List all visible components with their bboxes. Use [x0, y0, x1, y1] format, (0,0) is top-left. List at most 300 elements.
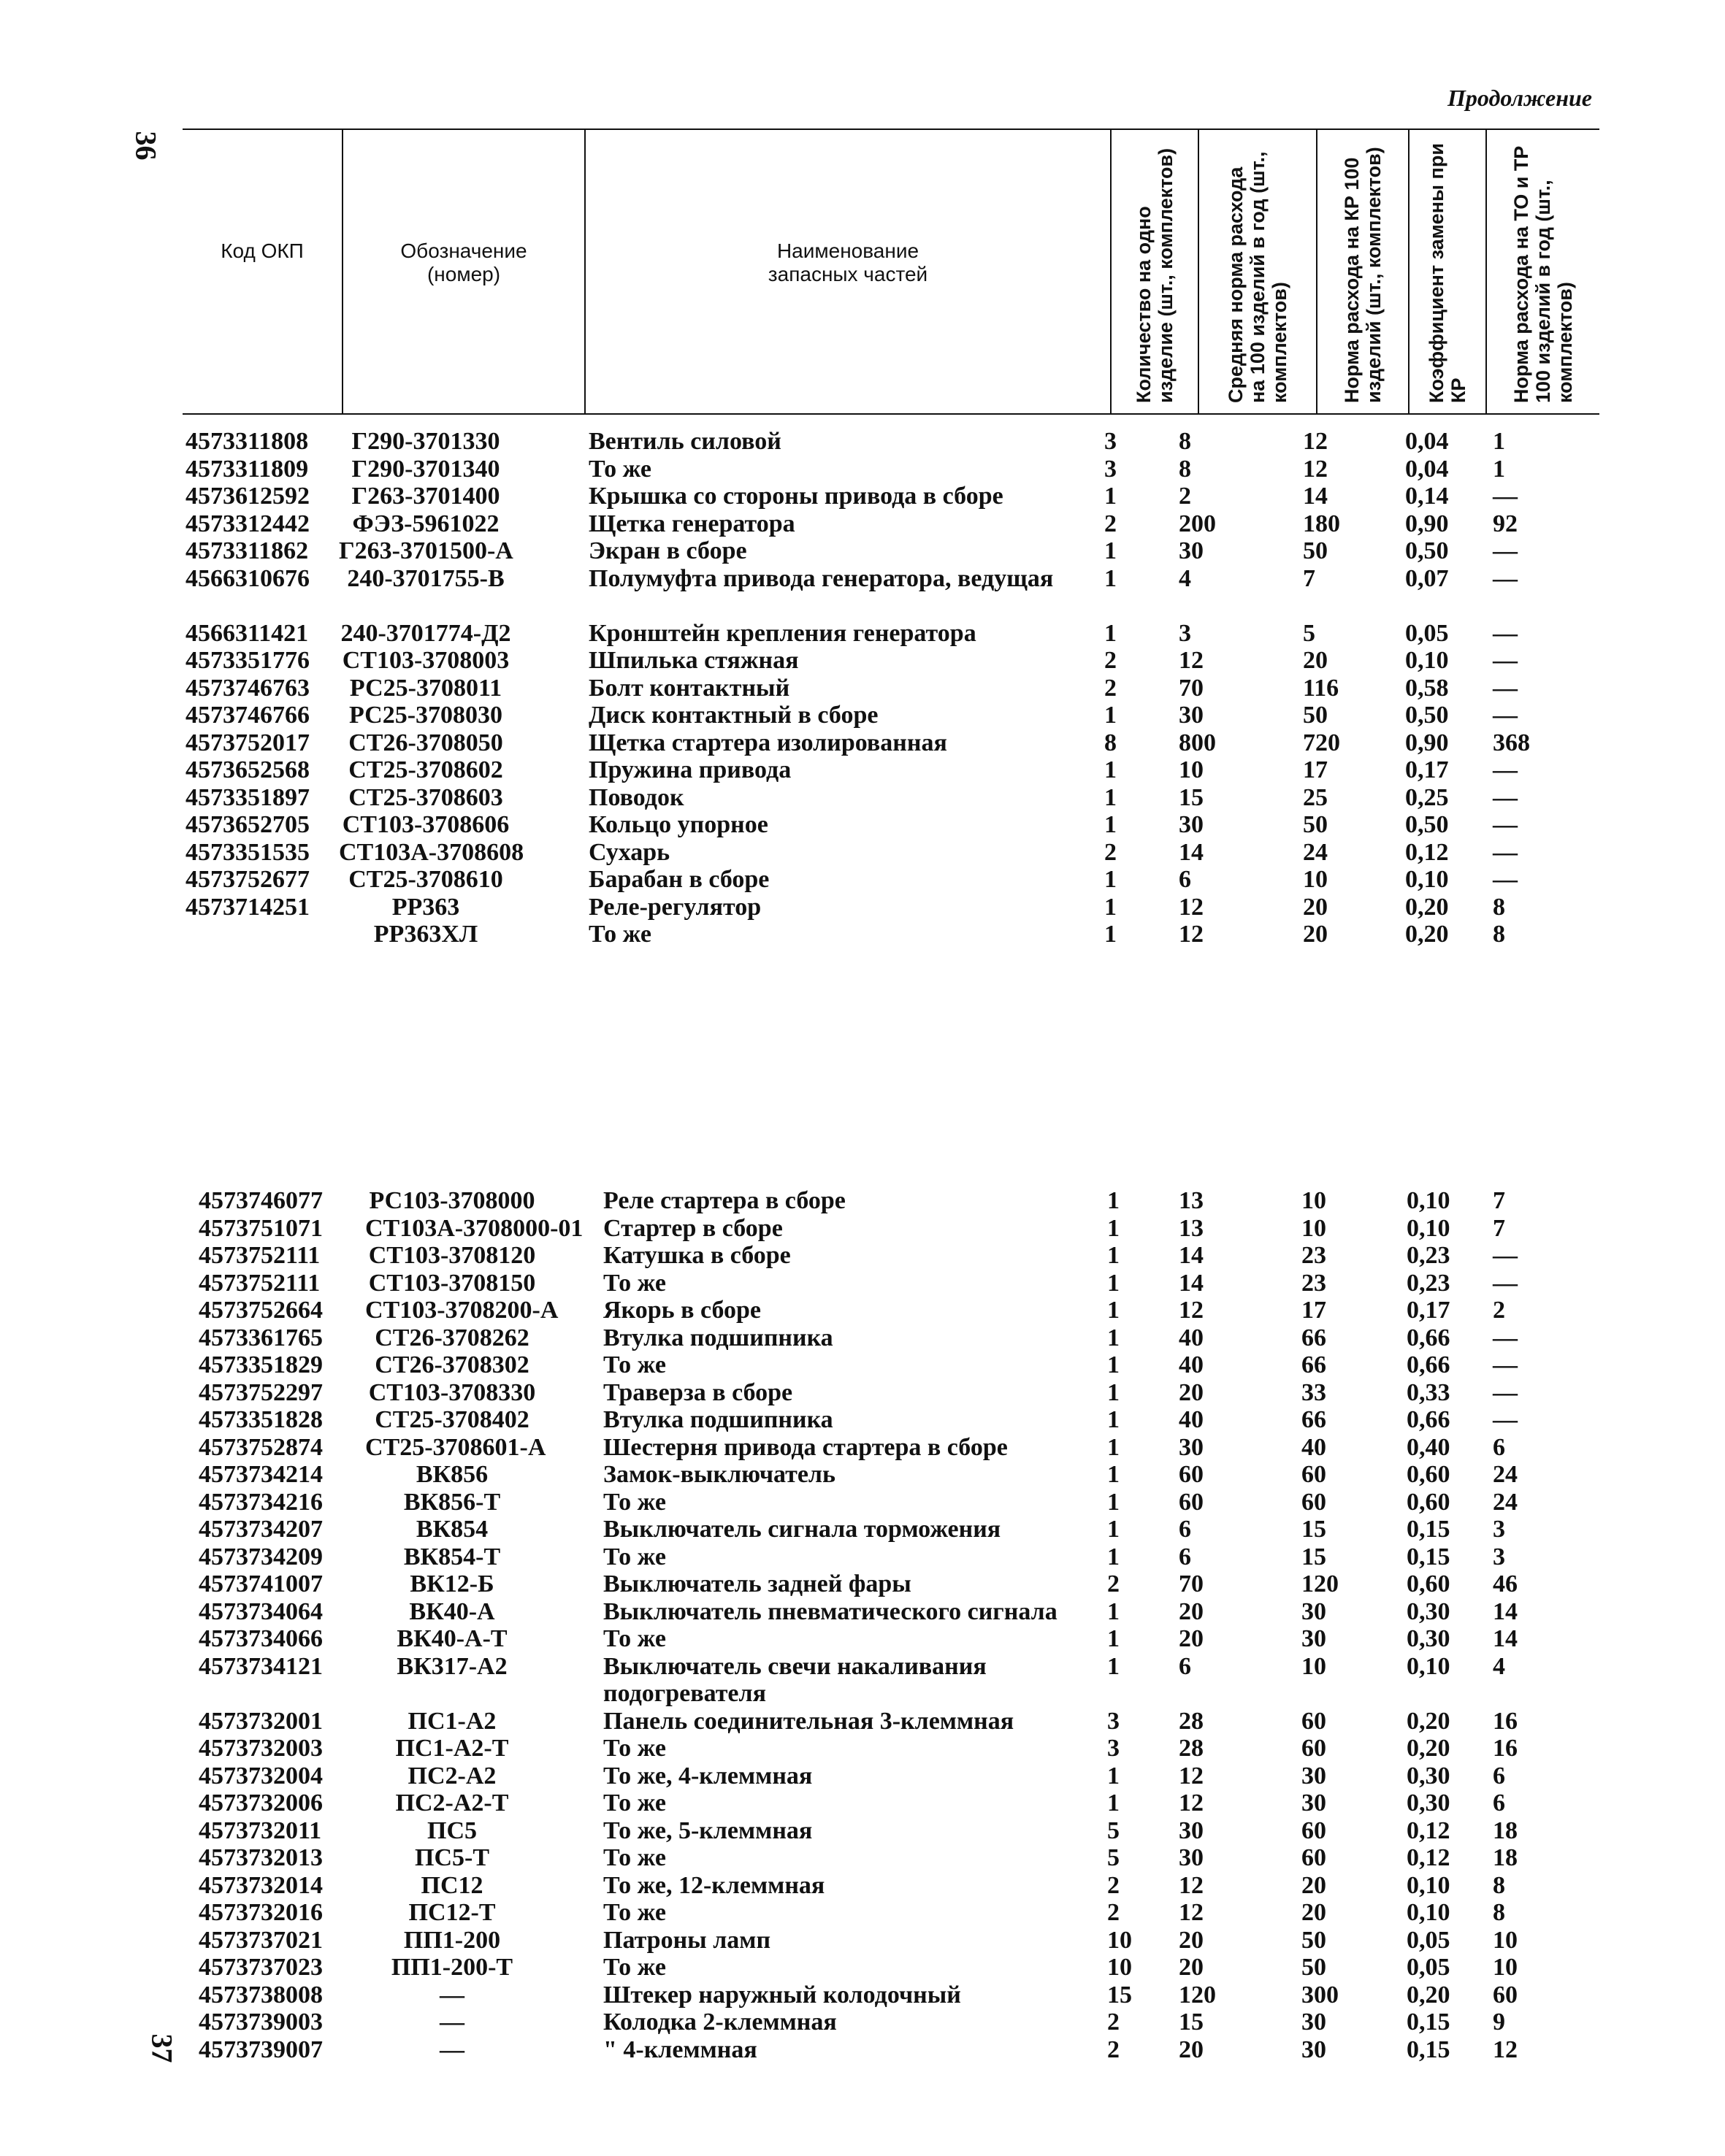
cell-kr: 7 — [1303, 564, 1315, 592]
cell-avg: 14 — [1179, 838, 1204, 866]
cell-name: То же, 4-клеммная — [603, 1762, 813, 1789]
cell-qty: 1 — [1107, 1516, 1120, 1543]
cell-des: СТ103А-3708000-01 — [365, 1214, 584, 1242]
cell-code: 4573732016 — [199, 1899, 323, 1926]
cell-coef: 0,07 — [1405, 564, 1449, 592]
cell-name: Траверза в сборе — [603, 1378, 793, 1406]
cell-des: СТ103-3708200-А — [365, 1297, 559, 1324]
cell-name: То же — [603, 1954, 666, 1981]
cell-des: ВК317-А2 — [397, 1652, 508, 1680]
cell-code: 4573732001 — [199, 1707, 323, 1735]
cell-des: Г290-3701340 — [351, 455, 500, 483]
cell-code: 4566310676 — [185, 564, 310, 592]
cell-qty: 5 — [1107, 1844, 1120, 1871]
cell-name: Щетка генератора — [589, 510, 795, 537]
cell-kr: 20 — [1303, 921, 1328, 948]
cell-des: Г263-3701500-А — [339, 537, 513, 564]
cell-avg: 12 — [1179, 1297, 1204, 1324]
cell-kr: 10 — [1303, 866, 1328, 893]
cell-kr: 60 — [1301, 1735, 1326, 1762]
cell-qty: 1 — [1107, 1351, 1120, 1378]
cell-des: ПС12 — [421, 1871, 483, 1899]
cell-code: 4573311808 — [185, 428, 309, 455]
table-header — [183, 128, 1599, 415]
cell-coef: 0,10 — [1407, 1899, 1450, 1926]
cell-code: 4573732004 — [199, 1762, 323, 1789]
cell-qty: 1 — [1107, 1297, 1120, 1324]
cell-qty: 8 — [1104, 729, 1117, 756]
cell-to: 3 — [1493, 1516, 1505, 1543]
cell-des: ВК854 — [416, 1516, 489, 1543]
cell-des: СТ25-3708610 — [348, 866, 503, 893]
cell-kr: 30 — [1301, 2036, 1326, 2063]
cell-avg: 60 — [1179, 1488, 1204, 1516]
cell-qty: 2 — [1104, 510, 1117, 537]
cell-kr: 30 — [1301, 1789, 1326, 1817]
cell-qty: 2 — [1107, 2036, 1120, 2063]
cell-code: 4573739007 — [199, 2036, 323, 2063]
cell-avg: 30 — [1179, 537, 1204, 564]
cell-qty: 3 — [1104, 428, 1117, 455]
cell-kr: 24 — [1303, 838, 1328, 866]
cell-code: 4573312442 — [185, 510, 310, 537]
cell-kr: 50 — [1301, 1954, 1326, 1981]
cell-coef: 0,10 — [1407, 1187, 1450, 1214]
cell-code: 4573732003 — [199, 1735, 323, 1762]
cell-avg: 40 — [1179, 1324, 1204, 1351]
cell-qty: 1 — [1104, 866, 1117, 893]
cell-qty: 1 — [1107, 1461, 1120, 1488]
cell-qty: 1 — [1107, 1242, 1120, 1269]
cell-name: То же — [603, 1488, 666, 1516]
cell-name: Втулка подшипника — [603, 1406, 833, 1433]
cell-avg: 6 — [1179, 1652, 1191, 1680]
cell-name: Штекер наружный колодочный — [603, 1981, 961, 2009]
cell-avg: 120 — [1179, 1981, 1216, 2009]
cell-code: 4573741007 — [199, 1570, 323, 1597]
cell-name: Выключатель свечи накаливания подогревателя — [603, 1652, 987, 1707]
cell-to: 12 — [1493, 2036, 1518, 2063]
cell-name: Шестерня привода стартера в сборе — [603, 1433, 1008, 1461]
cell-avg: 70 — [1179, 674, 1204, 702]
cell-to: 7 — [1493, 1214, 1505, 1242]
cell-avg: 60 — [1179, 1461, 1204, 1488]
cell-qty: 1 — [1104, 564, 1117, 592]
cell-des: Г290-3701330 — [351, 428, 500, 455]
cell-avg: 20 — [1179, 1378, 1204, 1406]
cell-des: СТ103-3708120 — [368, 1242, 536, 1269]
cell-coef: 0,33 — [1407, 1378, 1450, 1406]
cell-to: 60 — [1493, 1981, 1518, 2009]
cell-avg: 14 — [1179, 1242, 1204, 1269]
cell-to: 1 — [1493, 428, 1505, 455]
cell-des: ПП1-200 — [403, 1926, 501, 1954]
cell-to: 7 — [1493, 1187, 1505, 1214]
cell-qty: 1 — [1107, 1406, 1120, 1433]
cell-kr: 30 — [1301, 1762, 1326, 1789]
cell-code: 4573752297 — [199, 1378, 323, 1406]
cell-coef: 0,66 — [1407, 1351, 1450, 1378]
cell-to: 1 — [1493, 455, 1505, 483]
cell-qty: 2 — [1104, 838, 1117, 866]
header-code — [183, 130, 342, 413]
cell-code: 4573734209 — [199, 1543, 323, 1570]
cell-des: СТ26-3708302 — [375, 1351, 529, 1378]
cell-qty: 1 — [1104, 619, 1117, 647]
cell-kr: 10 — [1301, 1187, 1326, 1214]
cell-name: Кольцо упорное — [589, 811, 768, 838]
cell-to: 92 — [1493, 510, 1518, 537]
cell-coef: 0,05 — [1405, 619, 1449, 647]
cell-coef: 0,50 — [1405, 537, 1449, 564]
cell-des: Г263-3701400 — [351, 483, 500, 510]
cell-to: 24 — [1493, 1461, 1518, 1488]
cell-des: СТ25-3708603 — [348, 783, 503, 811]
cell-coef: 0,40 — [1407, 1433, 1450, 1461]
cell-des: СТ26-3708262 — [375, 1324, 529, 1351]
cell-code: 4573734216 — [199, 1488, 323, 1516]
cell-code: 4573734214 — [199, 1461, 323, 1488]
cell-des: СТ103-3708003 — [342, 647, 510, 674]
cell-kr: 10 — [1301, 1214, 1326, 1242]
cell-qty: 2 — [1107, 2009, 1120, 2036]
cell-code: 4573751071 — [199, 1214, 323, 1242]
cell-code: 4573351776 — [185, 647, 310, 674]
header-kr-label: Норма расхода на КР 100 изделий (шт., комплектов) — [1341, 147, 1385, 403]
cell-qty: 1 — [1107, 1543, 1120, 1570]
cell-qty: 1 — [1107, 1324, 1120, 1351]
cell-des: 240-3701774-Д2 — [340, 619, 511, 647]
cell-code: 4573351535 — [185, 838, 310, 866]
cell-to: — — [1493, 1242, 1518, 1269]
cell-name: Втулка подшипника — [603, 1324, 833, 1351]
cell-coef: 0,14 — [1405, 483, 1449, 510]
cell-coef: 0,12 — [1405, 838, 1449, 866]
cell-code: 4573311862 — [185, 537, 309, 564]
cell-to: 3 — [1493, 1543, 1505, 1570]
cell-kr: 15 — [1301, 1543, 1326, 1570]
cell-to: 4 — [1493, 1652, 1505, 1680]
cell-kr: 30 — [1301, 1625, 1326, 1652]
cell-name: " 4-клеммная — [603, 2036, 757, 2063]
cell-kr: 25 — [1303, 783, 1328, 811]
cell-code: 4573739003 — [199, 2009, 323, 2036]
cell-coef: 0,20 — [1405, 893, 1449, 921]
cell-coef: 0,90 — [1405, 729, 1449, 756]
cell-coef: 0,58 — [1405, 674, 1449, 702]
cell-code: 4573311809 — [185, 455, 309, 483]
cell-qty: 3 — [1107, 1707, 1120, 1735]
cell-kr: 12 — [1303, 428, 1328, 455]
cell-to: 8 — [1493, 1899, 1505, 1926]
cell-des: СТ103А-3708608 — [339, 838, 524, 866]
cell-qty: 1 — [1104, 537, 1117, 564]
header-qty-label: Количество на одно изделие (шт., комплектов) — [1133, 147, 1177, 403]
cell-code: 4573351897 — [185, 783, 310, 811]
cell-name: Полумуфта привода генератора, ведущая — [589, 564, 1054, 592]
cell-des: ВК40-А — [409, 1597, 495, 1625]
cell-name: Пружина привода — [589, 756, 792, 783]
cell-name: То же, 12-клеммная — [603, 1871, 825, 1899]
cell-to: 10 — [1493, 1954, 1518, 1981]
cell-des: РР363 — [391, 893, 460, 921]
cell-qty: 1 — [1107, 1625, 1120, 1652]
cell-name: Патроны ламп — [603, 1926, 771, 1954]
cell-des: — — [440, 2036, 464, 2063]
cell-coef: 0,25 — [1405, 783, 1449, 811]
cell-code: 4573734121 — [199, 1652, 323, 1680]
cell-coef: 0,60 — [1407, 1570, 1450, 1597]
cell-code: 4573737023 — [199, 1954, 323, 1981]
cell-name: Реле-регулятор — [589, 893, 762, 921]
cell-to: 368 — [1493, 729, 1530, 756]
header-kr — [1316, 130, 1408, 413]
cell-code: 4573734064 — [199, 1597, 323, 1625]
cell-avg: 4 — [1179, 564, 1191, 592]
cell-to: — — [1493, 483, 1518, 510]
cell-qty: 1 — [1107, 1597, 1120, 1625]
cell-qty: 1 — [1104, 702, 1117, 729]
cell-coef: 0,12 — [1407, 1844, 1450, 1871]
cell-des: ПС2-А2-Т — [395, 1789, 509, 1817]
cell-kr: 60 — [1301, 1461, 1326, 1488]
cell-to: — — [1493, 619, 1518, 647]
cell-coef: 0,30 — [1407, 1625, 1450, 1652]
cell-name: То же — [603, 1351, 666, 1378]
cell-des: ФЭЗ-5961022 — [352, 510, 500, 537]
cell-coef: 0,90 — [1405, 510, 1449, 537]
cell-des: РР363ХЛ — [373, 921, 478, 948]
cell-coef: 0,23 — [1407, 1269, 1450, 1297]
cell-code: 4573732011 — [199, 1817, 322, 1844]
cell-kr: 50 — [1303, 537, 1328, 564]
cell-qty: 15 — [1107, 1981, 1132, 2009]
cell-to: — — [1493, 674, 1518, 702]
cell-code: 4573752664 — [199, 1297, 323, 1324]
cell-to: — — [1493, 756, 1518, 783]
header-coef — [1408, 130, 1485, 413]
header-avg-label: Средняя норма расхода на 100 изделий в год (шт., комплектов) — [1225, 151, 1290, 403]
cell-to: 10 — [1493, 1926, 1518, 1954]
cell-kr: 17 — [1301, 1297, 1326, 1324]
cell-coef: 0,30 — [1407, 1597, 1450, 1625]
cell-avg: 20 — [1179, 2036, 1204, 2063]
cell-to: — — [1493, 1351, 1518, 1378]
cell-kr: 15 — [1301, 1516, 1326, 1543]
cell-des: РС25-3708011 — [349, 674, 502, 702]
header-to-label: Норма расхода на ТО и ТР 100 изделий в год (шт., комплектов) — [1510, 145, 1576, 403]
cell-des: ПС5 — [427, 1817, 477, 1844]
cell-coef: 0,60 — [1407, 1461, 1450, 1488]
cell-des: ПС1-А2-Т — [395, 1735, 509, 1762]
cell-coef: 0,10 — [1405, 866, 1449, 893]
cell-avg: 6 — [1179, 1516, 1191, 1543]
header-name-label: Наименование запасных частей — [768, 239, 928, 285]
cell-avg: 30 — [1179, 1433, 1204, 1461]
cell-coef: 0,10 — [1407, 1652, 1450, 1680]
cell-to: 14 — [1493, 1625, 1518, 1652]
cell-code: 4573612592 — [185, 483, 310, 510]
cell-kr: 50 — [1303, 702, 1328, 729]
page-number-top: 36 — [129, 131, 163, 161]
cell-avg: 10 — [1179, 756, 1204, 783]
cell-coef: 0,15 — [1407, 1516, 1450, 1543]
cell-name: Реле стартера в сборе — [603, 1187, 846, 1214]
cell-coef: 0,60 — [1407, 1488, 1450, 1516]
cell-qty: 1 — [1104, 811, 1117, 838]
cell-code: 4566311421 — [185, 619, 309, 647]
cell-name: Замок-выключатель — [603, 1461, 835, 1488]
cell-kr: 60 — [1301, 1817, 1326, 1844]
cell-qty: 1 — [1107, 1488, 1120, 1516]
cell-code: 4573738008 — [199, 1981, 323, 2009]
cell-des: РС103-3708000 — [369, 1187, 535, 1214]
cell-coef: 0,15 — [1407, 1543, 1450, 1570]
cell-code: 4573752017 — [185, 729, 310, 756]
cell-name: То же — [603, 1844, 666, 1871]
cell-des: — — [440, 2009, 464, 2036]
cell-coef: 0,10 — [1405, 647, 1449, 674]
cell-avg: 12 — [1179, 1789, 1204, 1817]
cell-to: — — [1493, 1406, 1518, 1433]
cell-avg: 28 — [1179, 1735, 1204, 1762]
cell-name: Крышка со стороны привода в сборе — [589, 483, 1003, 510]
cell-qty: 10 — [1107, 1926, 1132, 1954]
cell-name: То же — [603, 1899, 666, 1926]
cell-coef: 0,23 — [1407, 1242, 1450, 1269]
cell-name: Болт контактный — [589, 674, 790, 702]
cell-qty: 1 — [1107, 1789, 1120, 1817]
cell-des: СТ103-3708606 — [342, 811, 510, 838]
cell-to: — — [1493, 702, 1518, 729]
cell-kr: 30 — [1301, 1597, 1326, 1625]
cell-avg: 30 — [1179, 1844, 1204, 1871]
cell-kr: 12 — [1303, 455, 1328, 483]
cell-to: 6 — [1493, 1762, 1505, 1789]
cell-code: 4573734207 — [199, 1516, 323, 1543]
cell-coef: 0,20 — [1405, 921, 1449, 948]
cell-to: — — [1493, 1324, 1518, 1351]
cell-avg: 30 — [1179, 1817, 1204, 1844]
cell-code: 4573746763 — [185, 674, 310, 702]
cell-qty: 1 — [1107, 1214, 1120, 1242]
cell-kr: 720 — [1303, 729, 1340, 756]
continued-label: Продолжение — [1447, 85, 1592, 111]
cell-to: 16 — [1493, 1707, 1518, 1735]
cell-kr: 60 — [1301, 1488, 1326, 1516]
cell-qty: 1 — [1104, 783, 1117, 811]
cell-to: 18 — [1493, 1844, 1518, 1871]
cell-qty: 1 — [1107, 1187, 1120, 1214]
cell-coef: 0,10 — [1407, 1871, 1450, 1899]
cell-code: 4573732014 — [199, 1871, 323, 1899]
cell-name: То же — [603, 1625, 666, 1652]
cell-to: — — [1493, 783, 1518, 811]
cell-kr: 60 — [1301, 1844, 1326, 1871]
cell-code: 4573746077 — [199, 1187, 323, 1214]
cell-coef: 0,50 — [1405, 702, 1449, 729]
cell-kr: 116 — [1303, 674, 1339, 702]
cell-code: 4573351829 — [199, 1351, 323, 1378]
cell-code: 4573752677 — [185, 866, 310, 893]
cell-kr: 300 — [1301, 1981, 1339, 2009]
cell-avg: 3 — [1179, 619, 1191, 647]
cell-avg: 2 — [1179, 483, 1191, 510]
cell-avg: 13 — [1179, 1214, 1204, 1242]
cell-coef: 0,15 — [1407, 2036, 1450, 2063]
cell-name: Стартер в сборе — [603, 1214, 783, 1242]
cell-avg: 20 — [1179, 1597, 1204, 1625]
cell-to: 14 — [1493, 1597, 1518, 1625]
cell-qty: 2 — [1104, 674, 1117, 702]
cell-avg: 20 — [1179, 1625, 1204, 1652]
cell-avg: 8 — [1179, 428, 1191, 455]
cell-kr: 60 — [1301, 1707, 1326, 1735]
cell-qty: 1 — [1104, 921, 1117, 948]
cell-name: Колодка 2-клеммная — [603, 2009, 837, 2036]
cell-qty: 1 — [1107, 1762, 1120, 1789]
cell-des: СТ103-3708150 — [368, 1269, 536, 1297]
cell-to: 24 — [1493, 1488, 1518, 1516]
cell-to: 6 — [1493, 1789, 1505, 1817]
cell-qty: 1 — [1104, 483, 1117, 510]
cell-coef: 0,15 — [1407, 2009, 1450, 2036]
cell-avg: 15 — [1179, 2009, 1204, 2036]
cell-des: ПП1-200-Т — [391, 1954, 513, 1981]
cell-qty: 1 — [1107, 1269, 1120, 1297]
cell-name: Панель соединительная 3-клеммная — [603, 1707, 1014, 1735]
cell-name: Барабан в сборе — [589, 866, 770, 893]
header-designation-label: Обозначение (номер) — [400, 239, 527, 285]
cell-coef: 0,50 — [1405, 811, 1449, 838]
cell-to: 6 — [1493, 1433, 1505, 1461]
cell-name: Выключатель задней фары — [603, 1570, 911, 1597]
cell-code: 4573652705 — [185, 811, 310, 838]
cell-kr: 180 — [1303, 510, 1340, 537]
cell-des: ПС2-А2 — [408, 1762, 497, 1789]
cell-name: Катушка в сборе — [603, 1242, 791, 1269]
cell-des: СТ26-3708050 — [348, 729, 503, 756]
cell-avg: 20 — [1179, 1954, 1204, 1981]
cell-coef: 0,20 — [1407, 1707, 1450, 1735]
cell-des: СТ25-3708602 — [348, 756, 503, 783]
cell-avg: 28 — [1179, 1707, 1204, 1735]
cell-code: 4573732006 — [199, 1789, 323, 1817]
cell-des: СТ103-3708330 — [368, 1378, 536, 1406]
cell-des: — — [440, 1981, 464, 2009]
cell-kr: 20 — [1303, 893, 1328, 921]
cell-des: ВК40-А-Т — [397, 1625, 508, 1652]
cell-name: То же — [603, 1543, 666, 1570]
cell-name: Кронштейн крепления генератора — [589, 619, 976, 647]
cell-code: 4573746766 — [185, 702, 310, 729]
cell-to: 46 — [1493, 1570, 1518, 1597]
cell-coef: 0,12 — [1407, 1817, 1450, 1844]
cell-avg: 6 — [1179, 1543, 1191, 1570]
cell-qty: 1 — [1107, 1652, 1120, 1680]
header-designation — [342, 130, 584, 413]
cell-name: То же — [589, 455, 651, 483]
cell-to: 8 — [1493, 921, 1505, 948]
cell-kr: 50 — [1303, 811, 1328, 838]
header-to — [1485, 130, 1599, 413]
header-avg — [1198, 130, 1316, 413]
cell-des: СТ25-3708402 — [375, 1406, 529, 1433]
cell-avg: 13 — [1179, 1187, 1204, 1214]
cell-des: ВК12-Б — [410, 1570, 494, 1597]
cell-qty: 1 — [1107, 1378, 1120, 1406]
cell-coef: 0,10 — [1407, 1214, 1450, 1242]
